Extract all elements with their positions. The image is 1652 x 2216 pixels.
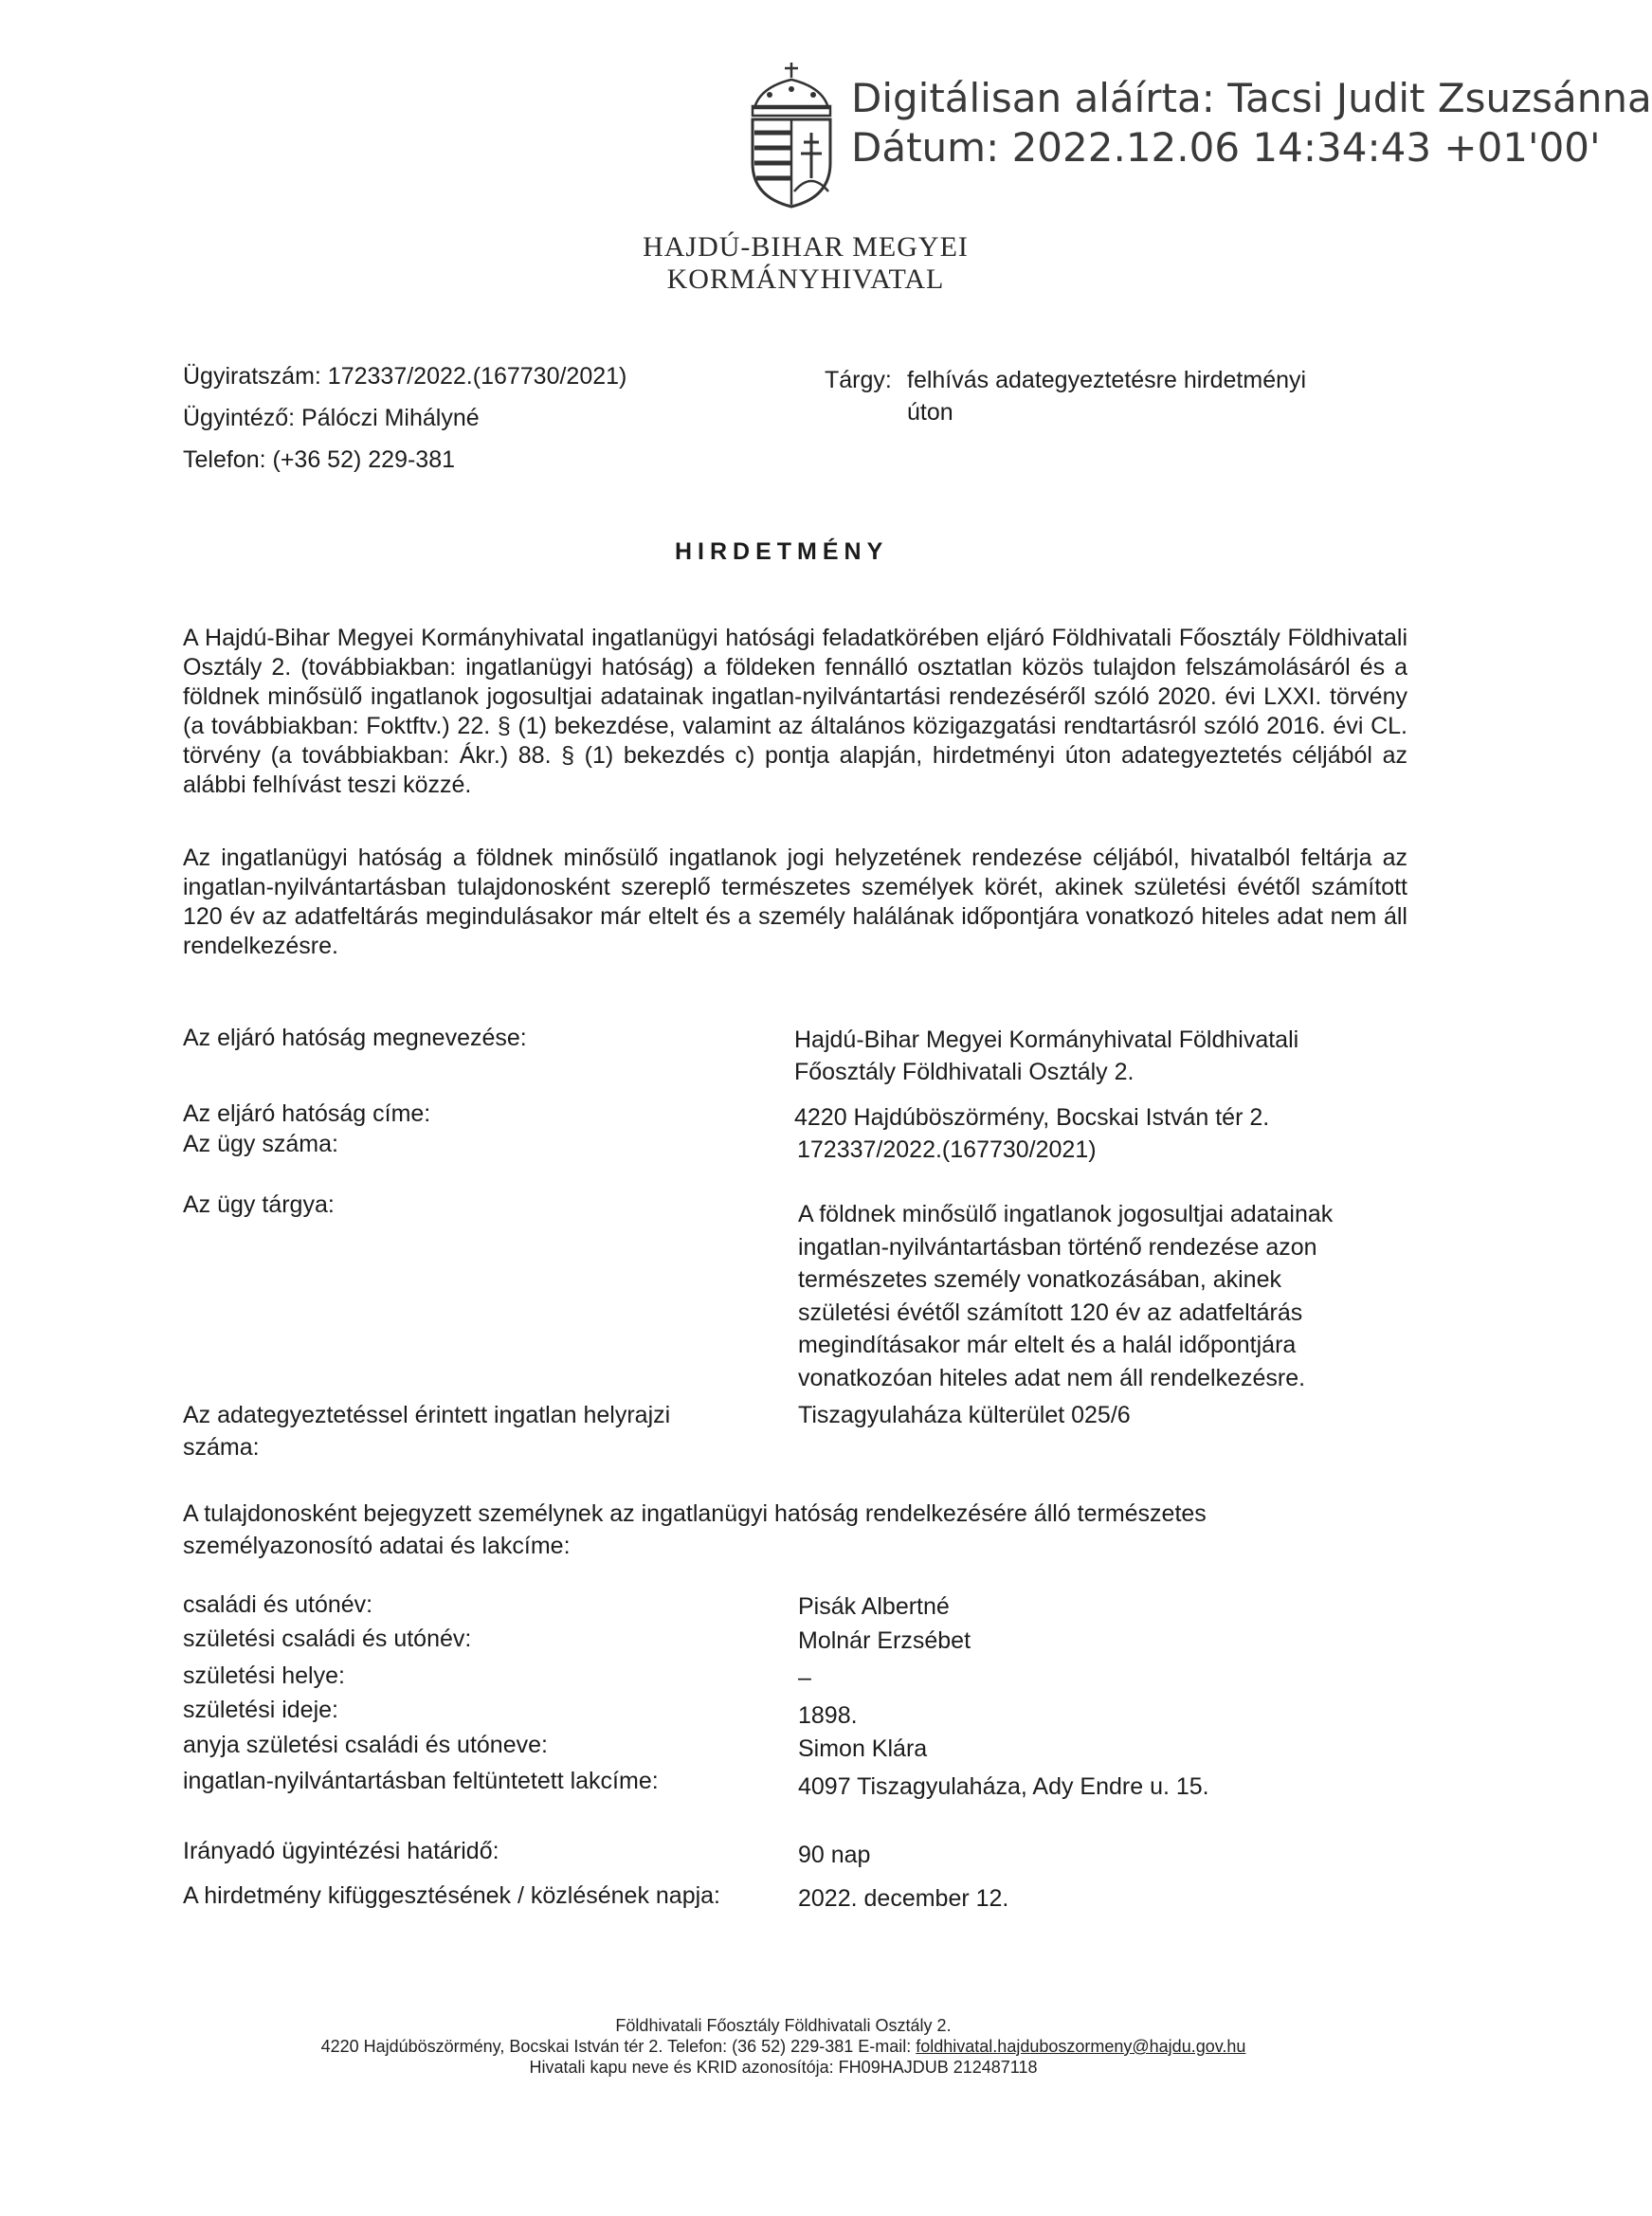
parcel-label: [183, 1399, 670, 1463]
case-subject-line: vonatkozóan hiteles adat nem áll rendelkezésre.: [798, 1364, 1306, 1391]
subject-line1: felhívás adategyeztetésre hirdetményi: [907, 367, 1307, 393]
case-no-value: 172337/2022.(167730/2021): [797, 1136, 1097, 1163]
case-subject-value: [798, 1198, 1333, 1394]
case-no-label: Az ügy száma:: [183, 1131, 338, 1157]
org-name: [569, 231, 1043, 296]
case-number: Ügyiratszám: 172337/2022.(167730/2021): [183, 363, 627, 390]
mother-name-label: anyja születési családi és utóneve:: [183, 1732, 548, 1758]
intro-paragraph-2: Az ingatlanügyi hatóság a földnek minősülő ingatlanok jogi helyzetének rendezése céljából, hivatalból feltárja az ingatlan-nyilvántartásban tulajdonosként szereplő természetes személyek körét, akinek születési évétől számított 120 év az adatfeltárás megindulásakor már eltelt és a személy halálának időpontjára vonatkozó hiteles adat nem áll rendelkezésre.: [183, 845, 1407, 959]
footer: [0, 2015, 1567, 2078]
birth-name-value: Molnár Erzsébet: [798, 1627, 971, 1654]
digital-signature-line1: Digitálisan aláírta: Tacsi Judit Zsuzsánna: [851, 75, 1652, 121]
registered-address-value: 4097 Tiszagyulaháza, Ady Endre u. 15.: [798, 1773, 1209, 1800]
mother-name-value: Simon Klára: [798, 1735, 928, 1762]
posting-date-label: A hirdetmény kifüggesztésének / közlésének napja:: [183, 1882, 721, 1909]
case-subject-line: természetes személy vonatkozásában, akinek: [798, 1266, 1281, 1293]
footer-krid: Hivatali kapu neve és KRID azonosítója: FH09HAJDUB 212487118: [529, 2058, 1038, 2077]
case-officer: Ügyintéző: Pálóczi Mihályné: [183, 405, 480, 431]
case-subject-line: megindításakor már eltelt és a halál időpontjára: [798, 1332, 1297, 1358]
org-name-line2: KORMÁNYHIVATAL: [666, 263, 945, 295]
authority-name-label: Az eljáró hatóság megnevezése:: [183, 1025, 527, 1051]
authority-name-line2: Főosztály Földhivatali Osztály 2.: [794, 1059, 1135, 1085]
authority-address: 4220 Hajdúböszörmény, Bocskai István tér 2.: [794, 1104, 1270, 1131]
case-subject-line: ingatlan-nyilvántartásban történő rendezése azon: [798, 1233, 1317, 1261]
document-title: HIRDETMÉNY: [675, 538, 889, 565]
footer-email-link[interactable]: foldhivatal.hajduboszormeny@hajdu.gov.hu: [916, 2037, 1246, 2056]
org-name-line1: HAJDÚ-BIHAR MEGYEI: [643, 231, 969, 263]
owner-name-value: Pisák Albertné: [798, 1593, 950, 1620]
case-subject-line: születési évétől számított 120 év az adatfeltárás: [798, 1299, 1303, 1326]
parcel-value: Tiszagyulaháza külterület 025/6: [798, 1402, 1131, 1428]
parcel-label-line2: száma:: [183, 1434, 260, 1461]
posting-date-value: 2022. december 12.: [798, 1885, 1009, 1912]
owner-intro: A tulajdonosként bejegyzett személynek az ingatlanügyi hatóság rendelkezésére álló természetes személyazonosító adatai és lakcíme:: [183, 1500, 1207, 1559]
footer-contact: [0, 2036, 1567, 2057]
authority-address-label: Az eljáró hatóság címe:: [183, 1100, 431, 1127]
subject-label: Tárgy:: [825, 367, 892, 393]
footer-address-phone: 4220 Hajdúböszörmény, Bocskai István tér 2. Telefon: (36 52) 229-381 E-mail:: [320, 2037, 912, 2056]
birth-place-label: születési helye:: [183, 1662, 345, 1689]
deadline-label: Irányadó ügyintézési határidő:: [183, 1838, 499, 1864]
subject-line2: úton: [907, 399, 953, 426]
birth-place-value: –: [798, 1664, 811, 1691]
owner-name-label: családi és utónév:: [183, 1591, 373, 1618]
birth-name-label: születési családi és utónév:: [183, 1626, 472, 1652]
coat-of-arms-icon: [741, 59, 842, 209]
deadline-value: 90 nap: [798, 1842, 871, 1868]
footer-department: Földhivatali Főosztály Földhivatali Osztály 2.: [615, 2016, 952, 2035]
authority-name-line1: Hajdú-Bihar Megyei Kormányhivatal Földhivatali: [794, 1026, 1299, 1053]
case-subject-line: A földnek minősülő ingatlanok jogosultjai adatainak: [798, 1201, 1334, 1227]
birth-date-value: 1898.: [798, 1702, 858, 1729]
case-subject-label: Az ügy tárgya:: [183, 1191, 335, 1218]
parcel-label-line1: Az adategyeztetéssel érintett ingatlan helyrajzi: [183, 1402, 671, 1428]
registered-address-label: ingatlan-nyilvántartásban feltüntetett lakcíme:: [183, 1768, 659, 1794]
officer-phone: Telefon: (+36 52) 229-381: [183, 446, 456, 473]
intro-paragraph-1: A Hajdú-Bihar Megyei Kormányhivatal ingatlanügyi hatósági feladatkörében eljáró Földhivatali Főosztály Földhivatali Osztály 2. (továbbiakban: ingatlanügyi hatóság) a földeken fennálló osztatlan közös tulajdon felszámolásáról és a földnek minősülő ingatlanok jogosultjai adatainak ingatlan-nyilvántartási rendezéséről szóló 2020. évi LXXI. törvény (a továbbiakban: Foktftv.) 22. § (1) bekezdése, valamint az általános közigazgatási rendtartásról szóló 2016. évi CL. törvény (a továbbiakban: Ákr.) 88. § (1) bekezdés c) pontja alapján, hirdetményi úton adategyeztetés céljából az alábbi felhívást teszi közzé.: [183, 625, 1407, 798]
birth-date-label: születési ideje:: [183, 1697, 338, 1723]
digital-signature-line2: Dátum: 2022.12.06 14:34:43 +01'00': [851, 124, 1601, 171]
